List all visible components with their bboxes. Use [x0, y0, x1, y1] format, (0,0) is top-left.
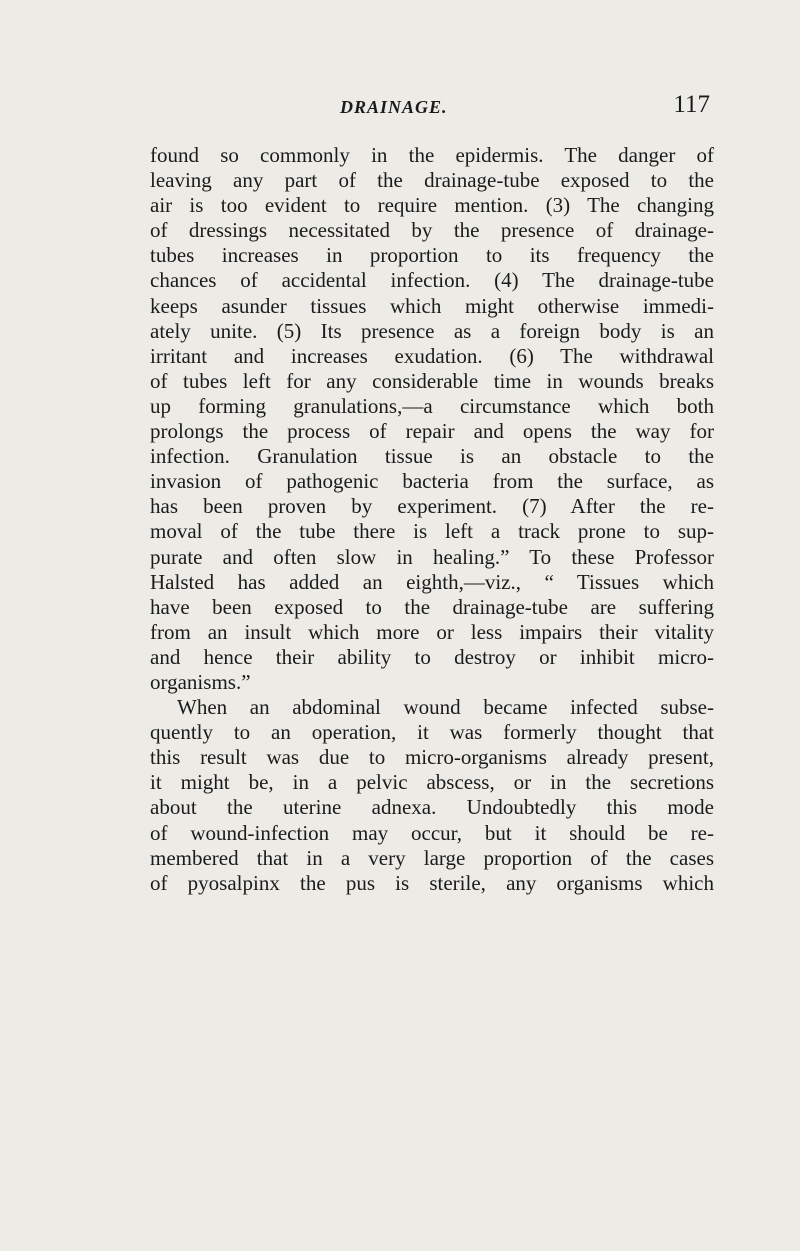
text-line: organisms.” [150, 669, 251, 694]
text-line: has been proven by experiment. (7) After the re- [150, 494, 714, 519]
text-line: leaving any part of the drainage-tube exposed to the [150, 168, 714, 193]
text-line: of wound-infection may occur, but it should be re- [150, 820, 714, 845]
text-line: ately unite. (5) Its presence as a foreign body is an [150, 318, 714, 343]
text-line: tubes increases in proportion to its frequency the [150, 243, 714, 268]
text-line: about the uterine adnexa. Undoubtedly this mode [150, 795, 714, 820]
text-line: up forming granulations,—a circumstance which both [150, 393, 714, 418]
text-line: prolongs the process of repair and opens the way for [150, 419, 714, 444]
text-line: Halsted has added an eighth,—viz., “ Tissues which [150, 569, 714, 594]
paragraph-2 [150, 695, 714, 896]
text-line: found so commonly in the epidermis. The danger of [150, 143, 714, 167]
text-line: purate and often slow in healing.” To these Professor [150, 544, 714, 569]
text-line: air is too evident to require mention. (3) The changing [150, 193, 714, 218]
text-line: it might be, in a pelvic abscess, or in the secretions [150, 770, 714, 795]
page-number: 117 [673, 91, 710, 118]
paragraph-1 [150, 143, 714, 695]
text-line: keeps asunder tissues which might otherwise immedi- [150, 293, 714, 318]
running-header [150, 91, 710, 127]
text-line: have been exposed to the drainage-tube are suffering [150, 594, 714, 619]
text-line: from an insult which more or less impairs their vitality [150, 619, 714, 644]
text-line: infection. Granulation tissue is an obstacle to the [150, 444, 714, 469]
text-line: and hence their ability to destroy or inhibit micro- [150, 644, 714, 669]
body-text [150, 143, 714, 896]
text-line: of pyosalpinx the pus is sterile, any organisms which [150, 870, 714, 895]
text-line: moval of the tube there is left a track prone to sup- [150, 519, 714, 544]
text-line: chances of accidental infection. (4) The drainage-tube [150, 268, 714, 293]
text-line: this result was due to micro-organisms already present, [150, 745, 714, 770]
text-line: When an abdominal wound became infected subse- [177, 695, 714, 720]
text-line: invasion of pathogenic bacteria from the surface, as [150, 469, 714, 494]
running-title: DRAINAGE. [340, 97, 448, 117]
text-line: of dressings necessitated by the presence of drainage- [150, 218, 714, 243]
text-line: of tubes left for any considerable time in wounds breaks [150, 368, 714, 393]
text-line: membered that in a very large proportion of the cases [150, 845, 714, 870]
text-line: irritant and increases exudation. (6) The withdrawal [150, 343, 714, 368]
text-line: quently to an operation, it was formerly thought that [150, 720, 714, 745]
